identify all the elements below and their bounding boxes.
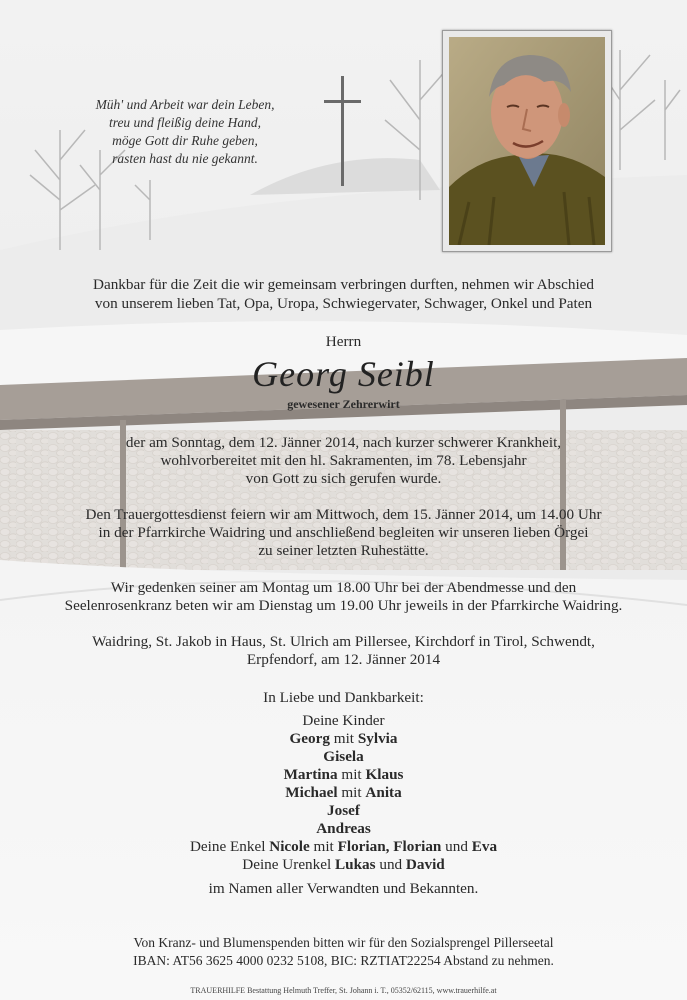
donation-line: IBAN: AT56 3625 4000 0232 5108, BIC: RZTIAT22254 Abstand zu nehmen. [133,953,554,968]
portrait-image [449,37,605,245]
child-name: Andreas [316,820,371,837]
imprint: TRAUERHILFE Bestattung Helmuth Treffer, St. Johann i. T., 05352/62115, www.trauerhilfe.at [190,986,497,995]
children-label: Deine Kinder [302,712,385,729]
deceased-subtitle: gewesener Zehrerwirt [287,397,400,411]
und-word: und [445,838,468,855]
child-name: Gisela [323,748,364,765]
family-row [0,766,687,784]
und-word: und [379,856,403,873]
child-name: Georg [289,730,330,747]
funeral-line: Den Trauergottesdienst feiern wir am Mittwoch, dem 15. Jänner 2014, um 14.00 Uhr [85,506,602,523]
grandchildren-row [0,838,687,856]
family-row [0,730,687,748]
family-row [0,802,687,820]
cross-icon [324,76,362,188]
grandchild-name: Florian, [337,838,390,855]
mit-word: mit [341,766,362,783]
death-line: wohlvorbereitet mit den hl. Sakramenten, im 78. Lebensjahr [160,452,527,469]
child-name: Martina [283,766,338,783]
poem-line: rasten hast du nie gekannt. [112,151,258,166]
deceased-name: Georg Seibl [252,354,435,394]
great-grandchild-name: Lukas [335,856,376,873]
poem [60,96,310,168]
mit-word: mit [333,730,355,747]
partner-name: Klaus [365,766,404,783]
salutation: Herrn [325,333,362,350]
poem-line: möge Gott dir Ruhe geben, [112,133,258,148]
enkel-label: Deine Enkel [189,838,266,855]
grandchild-name: Florian [393,838,442,855]
death-line: der am Sonntag, dem 12. Jänner 2014, nach kurzer schwerer Krankheit, [125,434,562,451]
family-row [0,784,687,802]
funeral-line: zu seiner letzten Ruhestätte. [258,542,429,559]
portrait-photo [442,30,612,252]
places-line: Waidring, St. Jakob in Haus, St. Ulrich am Pillersee, Kirchdorf in Tirol, Schwendt, [92,633,595,650]
mit-word: mit [341,784,362,801]
donation-line: Von Kranz- und Blumenspenden bitten wir für den Sozialsprengel Pillerseetal [133,935,554,950]
family-row [0,748,687,766]
child-name: Michael [285,784,338,801]
relatives-line: im Namen aller Verwandten und Bekannten. [208,880,479,897]
great-grandchild-name: David [405,856,445,873]
grandchild-name: Eva [471,838,498,855]
partner-name: Anita [365,784,402,801]
death-line: von Gott zu sich gerufen wurde. [245,470,442,487]
intro-line: Dankbar für die Zeit die wir gemeinsam verbringen durften, nehmen wir Abschied [92,276,595,293]
funeral-line: in der Pfarrkirche Waidring und anschließend begleiten wir unseren lieben Örgei [98,524,589,541]
great-grandchildren-row [0,856,687,874]
places-line: Erpfendorf, am 12. Jänner 2014 [246,651,441,668]
memorial-line: Wir gedenken seiner am Montag um 18.00 Uhr bei der Abendmesse und den [110,579,577,596]
memorial-line: Seelenrosenkranz beten wir am Dienstag um 19.00 Uhr jeweils in der Pfarrkirche Waidring. [64,597,623,614]
poem-line: treu und fleißig deine Hand, [108,115,262,130]
in-love-heading: In Liebe und Dankbarkeit: [263,689,424,706]
grandchild-name: Nicole [269,838,310,855]
child-name: Josef [327,802,360,819]
urenkel-label: Deine Urenkel [242,856,332,873]
family-row [0,820,687,838]
mit-word: mit [313,838,334,855]
intro-line: von unserem lieben Tat, Opa, Uropa, Schwiegervater, Schwager, Onkel und Paten [94,295,593,312]
partner-name: Sylvia [357,730,398,747]
poem-line: Müh' und Arbeit war dein Leben, [95,97,275,112]
